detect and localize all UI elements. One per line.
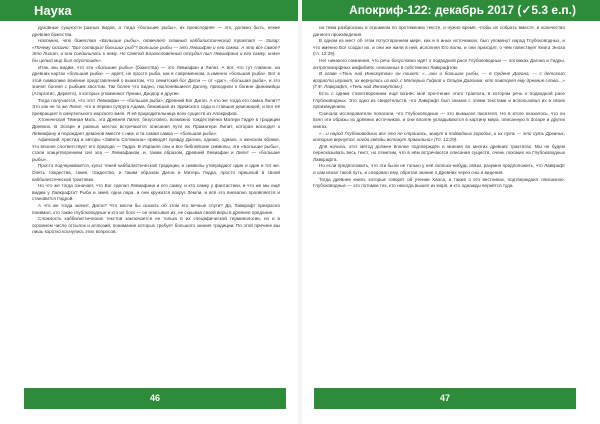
footer-left xyxy=(24,388,286,409)
section-header-right xyxy=(302,0,600,21)
paragraph: Итак, мы видим, что эти «большие рыбы» (божества) — это Левиафан и Лилит. А вот, что тут главное, на древних картах «большая рыба» — адепт, не просто рыба, как в современном, а именно «большая рыба». Вот в этой символике влияние представлений о выжатом, что семитский бог Дагон — от «даг», «большая рыба», и это значит богиня с рыбьим хвостом. Так более что видно, поклонявшиеся Дагону, приходили к богине финикийцы (Атаргатис, Деркето), о которых упоминают Лукиан, Диодор и другие. xyxy=(32,64,280,96)
left-page-body xyxy=(32,25,280,387)
paragraph: Сначала исследователи полагали, что Глубоководные — это вымысел писателя. Но в итоге оказалось, что он взял эти образы из древних источников, и они вполне укладываются в картину мира, описанную в Зогаре и других книгах. xyxy=(313,110,565,129)
paragraph: Просто подчеркивается, культ теней каббалистической традиции, и символы утверждают один и один и тот же. Опять тождества, такие, тождество, и таким образом Дагон и Матерь Гидра, просто пришлый в своей каббалистической трактовке. xyxy=(32,163,280,182)
paragraph: на тема разбросаны в огромном по протяжению тексте, и нужно время, чтобы их собрать вместе, и количество данного произведения. xyxy=(313,25,565,37)
paragraph: Но что же тогда означает, что Бог сделал Левиафана и его самку, и кто самку у фантастики, и что же мы ещё видим у Лавкрафта? Рыба и змей, одна пара, и они кружатся вокруг Земли, и всё это внезапно проявляется и становится Гидрой. xyxy=(32,183,280,202)
paragraph: духовные сущности разных видов, а тогда «большие рыбы», их преисподняя — это, должно быть, некие древние божества. xyxy=(32,25,280,37)
paragraph-quote: «…и народ Глубоководных все это не страшась, живут в подводных городах, и их путь — это путь Древних, которые вернутся, когда звёзды встанут правильно» (Гл. 12:29). xyxy=(313,130,565,143)
paragraph-quote: Напомню, что божества «Большие рыбы», отвечает главный каббалистический трактат — Зогар: «Почему сказано: "Бог сотворил больших рыб"? Большие рыбы — это Левиафан и его самка. А это все самое? Это Лилит, и она соединилась к нему. Но Святой Благословенный отсудил пыл Левиафана и его самку, иначе бы целый мир был опустошён». xyxy=(32,38,280,63)
footer-right xyxy=(314,388,576,409)
paragraph-quote: В главе «Тень над Иннсмутом» он пишет: «…они и большие рыбы, — в Ордене Дагона, — с детского возраста играют, их вернулись из вод, с Матерью Гидрой и Отцом Дагоном, кто повторял ему древние слова…» (Г.Ф. Лавкрафт, «Тень над Иннсмутом»). xyxy=(313,71,565,90)
page-spine xyxy=(298,0,302,424)
paragraph: Есть с одним стихотворением ещё вознёс моё прочтение этого трактата, в котором речь о подводной расе Глубоководных. Это одно из свидетельств, что Лавкрафт был знаком с этими текстами и использовал их в своих произведениях. xyxy=(313,90,565,110)
paragraph: В одном из мест об этом потустороннем мире, как и в иных источниках, был упомянут народ Глубоководных, и что именно Бог создал их, и они же жили в ней, исполняя Его волю, и они приходят, о чём повествует Книга Эноха (гл. 12:29). xyxy=(313,38,565,57)
paragraph: Но если предположить, что эти были не только у неё сколько-нибудь связи, разумно предположить, что Лавкрафт и сам искал такой путь, и следовал ему, обретая знание о Древних через сны и видения. xyxy=(313,163,565,176)
paragraph: Хтоническая Тёмная Мать, эта Древняя Лилит, безусловно, возможно тождественна Матери Гидре в традиции Древних. В Зогаре и равных местах встречаются описания пути их Праматери Лилит, которая восходит к Левиафану и порождает демонов вместе с ним, и та самая самка — «большая рыба». xyxy=(32,117,280,136)
paragraph: Для начала, этот метод должен вполне подтверждён и мнения во многих древних трактатах. Мы не будем пересказывать весь текст, но отметим, что в нём встречаются описания существ, очень похожих на Глубоководных Лавкрафта. xyxy=(313,143,565,162)
paragraph: Сложность каббалистических текстов заключается не только в их специфической терминологии, но и в огромном числе отсылок и аллюзий, понимание которых требует большого знания традиции. По этой причине мы лишь коротко коснулись этих вопросов. xyxy=(32,216,280,235)
section-header-left xyxy=(0,0,298,21)
page-number-left: 46 xyxy=(149,393,160,403)
section-title: Наука xyxy=(34,3,72,18)
paragraph: Афинский Аристид и авторы «Завета Соломона» приводят правду Дагона, однако, однако, о женском облике, что вполне соответствует его природе — Гидра. В Израиле они и все библейские символы, эти «Большие рыбы», стали олицетворением сил зла — Левиафаном, и, таким образом, Древний Левиафан и Лилит — «большие рыбы». xyxy=(32,137,280,162)
paragraph: А что же тогда значит, Дагон? Что могли бы сказать об этом его вечные слуги? Да, Лавкрафт прекрасно понимал, кто такие глубоководные и кто их боги — он описывал их, не скрывая своей веры в древнее предание. xyxy=(32,203,280,215)
issue-title: Апокриф-122: декабрь 2017 (✓5.3 е.п.) xyxy=(349,3,576,17)
right-page-body xyxy=(313,25,565,387)
paragraph: Нет никакого сомнения, что речь безусловно идёт о подводной расе Глубоководных — потомках Дагона и Гидры, антропоморфных амфибиях, описанных в собственно Лавкрафтом. xyxy=(313,57,565,70)
page-number-right: 47 xyxy=(439,393,450,403)
paragraph: Тогда получается, что этот Левиафан — «большая рыба», Древний Бог Дагон. А кто же тогда его самка Лилит? Это как не та же Лилит, что и первая супруга Адама, бежавшая из Эдемского сада и ставшая демоницей, и Бог её превращает в смертельного морского змея. Я её прародительница всех существ из Апокрифов. xyxy=(32,97,280,116)
paragraph: Тогда древние книги, которые говорят об учении Хаоса, а также о его вестниках, подтверждают описанное. Глубоководные — это потомки тех, кто некогда вышел из моря, и кто однажды вернётся туда. xyxy=(313,176,565,189)
